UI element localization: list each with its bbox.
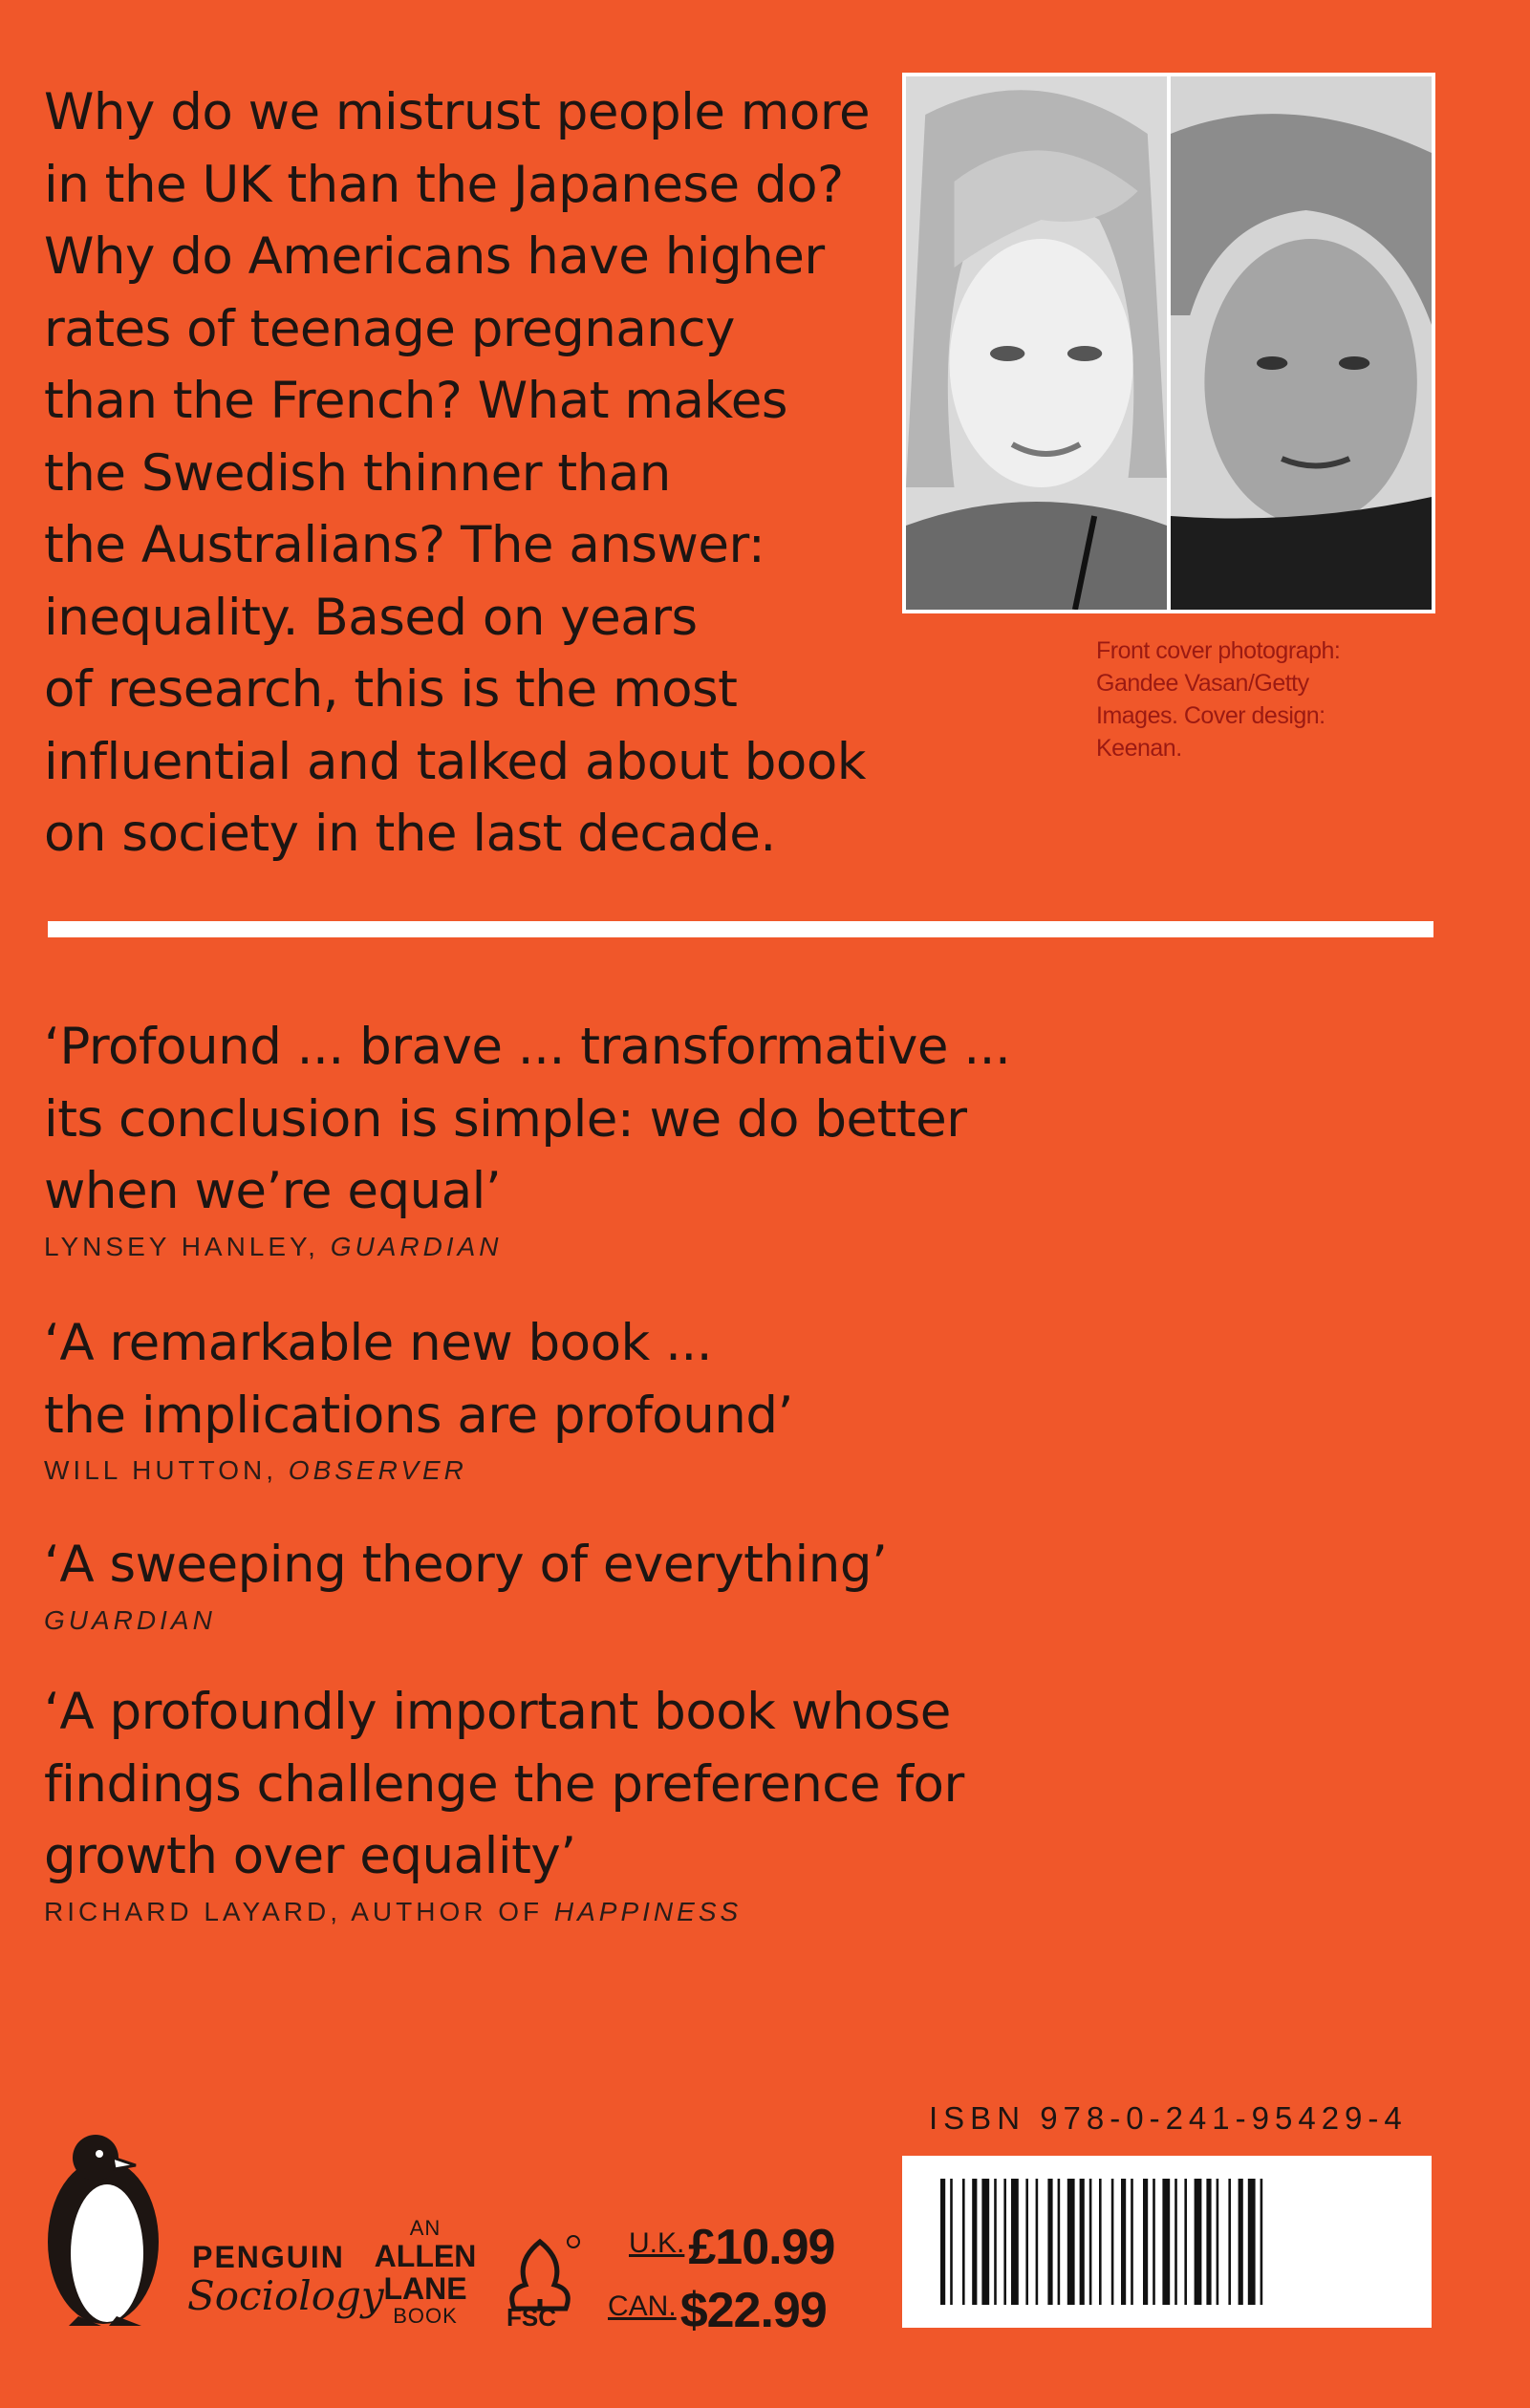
barcode-bar [972,2179,977,2305]
imprint-line1: ALLEN [374,2239,477,2273]
quote-source: GUARDIAN [44,1604,216,1635]
barcode-bar [950,2179,953,2305]
quote-author: RICHARD LAYARD, AUTHOR OF [44,1896,554,1926]
quote-author: LYNSEY HANLEY, [44,1231,331,1261]
quote-text [44,1676,1143,1893]
barcode-bar [1206,2179,1211,2305]
quote-text [44,1529,1143,1602]
blurb-line: influential and talked about book [44,732,866,791]
review-quote [44,1529,1143,1636]
quote-line: findings challenge the preference for [44,1754,964,1814]
quote-attribution [44,1605,1143,1636]
blurb-line: rates of teenage pregnancy [44,299,735,358]
quote-line: growth over equality’ [44,1827,576,1885]
blurb-line: in the UK than the Japanese do? [44,155,844,214]
quote-line: its conclusion is simple: we do better [44,1089,967,1149]
barcode-bar [1248,2179,1256,2305]
barcode-bar [1228,2179,1231,2305]
credit-line: Images. Cover design: [1096,702,1325,729]
quote-line: ‘A remarkable new book ... [44,1314,713,1372]
blurb-line: than the French? What makes [44,372,788,430]
fsc-label: FSC [506,2303,556,2332]
quote-line: ‘A profoundly important book whose [44,1683,951,1741]
barcode-bar [1174,2179,1177,2305]
author-photos [902,73,1435,613]
barcode-bar [1058,2179,1061,2305]
quote-attribution [44,1232,1143,1262]
quote-attribution [44,1897,1143,1927]
barcode-bar [1261,2179,1263,2305]
publisher-series: Sociology [187,2272,384,2319]
credit-line: Keenan. [1096,735,1182,762]
quote-source: GUARDIAN [330,1231,503,1261]
cover-credit [1096,634,1402,764]
barcode-bar [1162,2179,1170,2305]
review-quote [44,1307,1143,1486]
price-can-label: CAN. [608,2290,677,2322]
penguin-logo-icon [40,2129,164,2330]
blurb-line: Why do Americans have higher [44,227,825,286]
blurb-line: on society in the last decade. [44,805,776,863]
barcode-bar [962,2179,965,2305]
price-uk-label: U.K. [629,2227,685,2259]
blurb-line: Why do we mistrust people more [44,83,871,141]
imprint-line2: LANE [383,2271,467,2306]
credit-line: Front cover photograph: [1096,637,1341,664]
barcode-bar [1099,2179,1102,2305]
blurb-line: the Australians? The answer: [44,516,765,574]
imprint-bottom: BOOK [393,2304,458,2328]
quote-source: OBSERVER [288,1455,467,1485]
author-photo-woman [906,76,1167,610]
barcode-bar [1195,2179,1202,2305]
barcode-bar [1011,2179,1019,2305]
review-quote [44,1011,1143,1262]
blurb-line: of research, this is the most [44,660,738,719]
quote-author: WILL HUTTON, [44,1455,289,1485]
quote-text [44,1307,1143,1451]
barcode-bar [1080,2179,1085,2305]
barcode-bar [1121,2179,1126,2305]
blurb-line: the Swedish thinner than [44,443,671,503]
quote-line: the implications are profound’ [44,1386,793,1445]
barcode [902,2156,1432,2328]
barcode-bar [1111,2179,1114,2305]
barcode-bar [1143,2179,1148,2305]
barcode-bar [1003,2179,1006,2305]
review-quote [44,1676,1143,1927]
quote-attribution [44,1455,1143,1486]
price-uk-value: £10.99 [688,2220,835,2275]
barcode-bar [994,2179,997,2305]
price-uk [629,2219,887,2276]
author-photo-man [1171,76,1432,610]
barcode-bar [1047,2179,1052,2305]
imprint-top: AN [409,2216,442,2240]
imprint-mark [373,2217,478,2328]
quote-source: HAPPINESS [553,1896,743,1926]
credit-line: Gandee Vasan/Getty [1096,670,1309,697]
barcode-bar [1036,2179,1039,2305]
price-can-value: $22.99 [679,2283,827,2338]
barcode-bar [981,2179,989,2305]
blurb-text [44,76,885,871]
publisher-name: PENGUIN [192,2240,345,2274]
barcode-bar [940,2179,945,2305]
divider-rule [48,921,1433,937]
quote-line: ‘A sweeping theory of everything’ [44,1536,888,1594]
barcode-bar [1217,2179,1219,2305]
barcode-bar [1067,2179,1075,2305]
quote-line: ‘Profound ... brave ... transformative ... [44,1018,1011,1076]
barcode-bar [1025,2179,1028,2305]
barcode-bar [1239,2179,1243,2305]
publisher-mark [187,2240,384,2319]
quote-text [44,1011,1143,1228]
barcode-bar [1153,2179,1155,2305]
blurb-line: inequality. Based on years [44,588,698,647]
barcode-bar [1184,2179,1187,2305]
price-can [608,2282,866,2339]
barcode-bars [940,2179,1393,2305]
quote-line: when we’re equal’ [44,1162,502,1220]
barcode-bar [1131,2179,1133,2305]
barcode-bar [1089,2179,1092,2305]
isbn-number: ISBN 978-0-241-95429-4 [929,2100,1408,2136]
